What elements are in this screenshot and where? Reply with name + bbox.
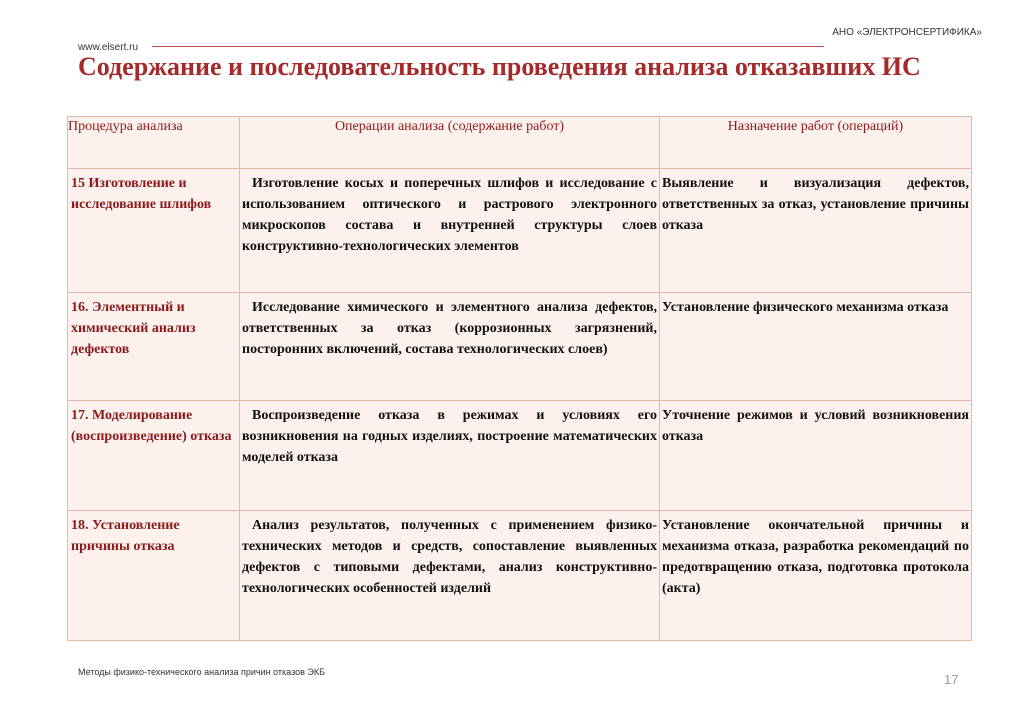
purpose-cell: Уточнение режимов и условий возникновения отказа <box>660 401 972 511</box>
header-rule <box>152 46 824 47</box>
page-title: Содержание и последовательность проведения анализа отказавших ИС <box>78 52 921 81</box>
purpose-cell: Выявление и визуализация дефектов, ответственных за отказ, установление причины отказа <box>660 169 972 293</box>
procedure-cell: 16. Элементный и химический анализ дефектов <box>68 293 240 401</box>
procedure-cell: 15 Изготовление и исследование шлифов <box>68 169 240 293</box>
purpose-cell: Установление окончательной причины и механизма отказа, разработка рекомендаций по предотвращению отказа, подготовка протокола (акта) <box>660 511 972 641</box>
page-number: 17 <box>944 672 959 687</box>
procedure-cell: 17. Моделирование (воспроизведение) отказа <box>68 401 240 511</box>
operations-cell: Исследование химического и элементного анализа дефектов, ответственных за отказ (коррозионных загрязнений, посторонних включений, состава технологических слоев) <box>240 293 660 401</box>
table-row <box>68 401 972 511</box>
operations-cell: Анализ результатов, полученных с применением физико-технических методов и средств, сопоставление выявленных дефектов с типовыми дефектами, анализ конструктивно-технологических особенностей изделий <box>240 511 660 641</box>
operations-cell: Воспроизведение отказа в режимах и условиях его возникновения на годных изделиях, построение математических моделей отказа <box>240 401 660 511</box>
table-header-row <box>68 117 972 169</box>
table-row <box>68 169 972 293</box>
organization-name: АНО «ЭЛЕКТРОНСЕРТИФИКА» <box>832 27 982 38</box>
website-link[interactable]: www.elsert.ru <box>78 42 139 53</box>
table-row <box>68 293 972 401</box>
analysis-table <box>67 116 972 641</box>
column-header-operations: Операции анализа (содержание работ) <box>240 117 660 169</box>
footer-text: Методы физико-технического анализа причин отказов ЭКБ <box>78 667 326 677</box>
operations-cell: Изготовление косых и поперечных шлифов и исследование с использованием оптического и растрового электронного микроскопов состава и внутренней структуры слоев конструктивно-технологических элементов <box>240 169 660 293</box>
column-header-procedure: Процедура анализа <box>68 117 240 169</box>
procedure-cell: 18. Установление причины отказа <box>68 511 240 641</box>
column-header-purpose: Назначение работ (операций) <box>660 117 972 169</box>
purpose-cell: Установление физического механизма отказа <box>660 293 972 401</box>
table-row <box>68 511 972 641</box>
